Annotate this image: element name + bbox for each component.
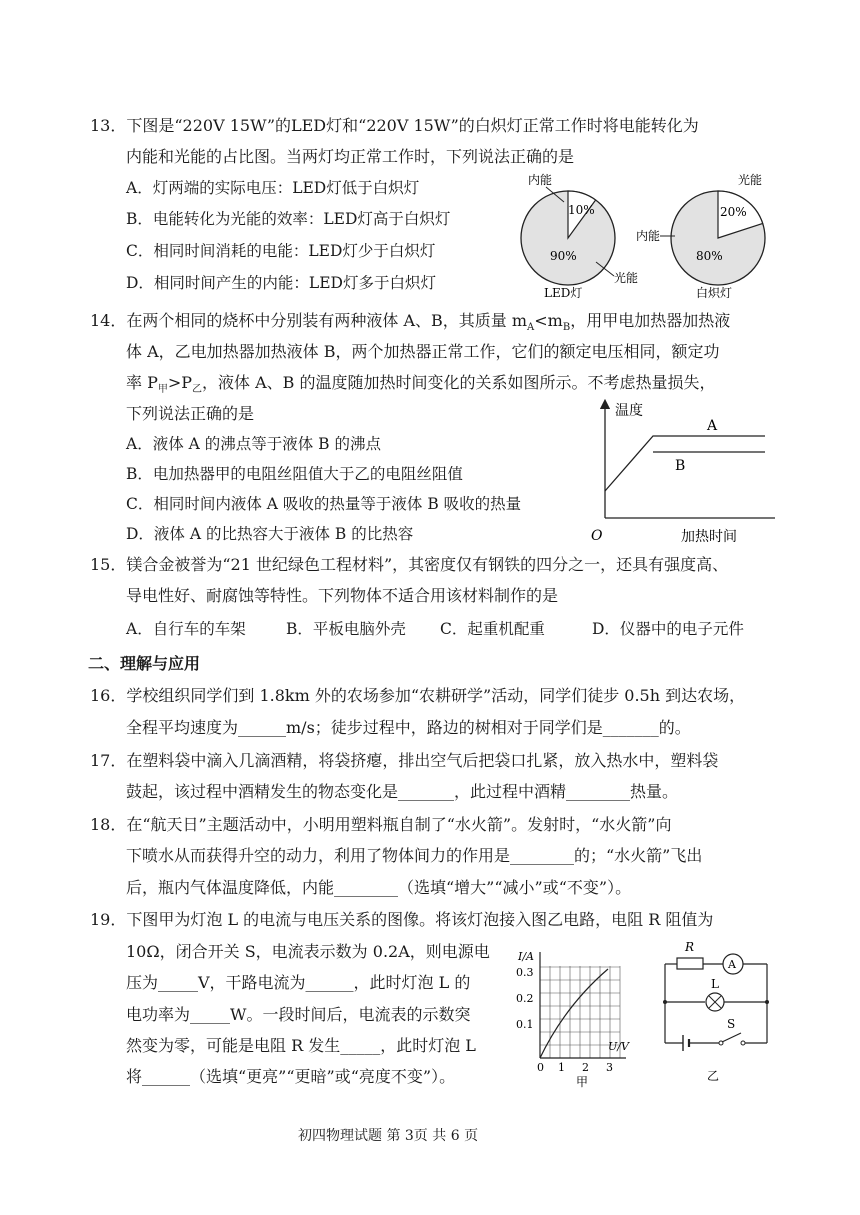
q16-line2: 全程平均速度为______m/s；徒步过程中，路边的树相对于同学们是_______的。	[126, 718, 691, 737]
q14-line3: 率 $P_甲>P_乙$，液体 A、B 的温度随加热时间变化的关系如图所示。不考虑热量损失，	[126, 373, 716, 396]
iv-caption: 甲	[576, 1075, 589, 1089]
inc-top-label: 光能	[738, 173, 763, 187]
led-top-label: 内能	[528, 173, 553, 187]
resistor-r	[677, 958, 703, 969]
led-side-label: 光能	[614, 271, 639, 285]
iv-xtick-3: 3	[606, 1061, 613, 1074]
q15-option-b: B．平板电脑外壳	[286, 620, 406, 638]
q18-line1: 18．在“航天日”主题活动中，小明用塑料瓶自制了“水火箭”。发射时，“水火箭”向	[90, 815, 672, 834]
inc-small-pct: 20%	[720, 205, 747, 219]
led-caption: LED灯	[544, 286, 583, 300]
q14-line4: 下列说法正确的是	[126, 404, 255, 423]
q19-line5: 然变为零，可能是电阻 R 发生_____，此时灯泡 L	[126, 1036, 476, 1055]
graph-origin: O	[591, 528, 603, 544]
q14-option-c: C．相同时间内液体 A 吸收的热量等于液体 B 吸收的热量	[126, 495, 522, 513]
q14-temperature-graph	[585, 396, 785, 546]
q13-line2: 内能和光能的占比图。当两灯均正常工作时，下列说法正确的是	[126, 147, 575, 166]
lamp-label: L	[711, 977, 719, 991]
section-heading: 二、理解与应用	[88, 654, 201, 673]
q13-option-d: D．相同时间产生的内能：LED灯多于白炽灯	[126, 274, 436, 292]
q13-option-c: C．相同时间消耗的电能：LED灯少于白炽灯	[126, 242, 436, 260]
q19-line4: 电功率为_____W。一段时间后，电流表的示数突	[126, 1005, 471, 1024]
resistor-label: R	[685, 940, 695, 954]
q19-line2: 10Ω，闭合开关 S，电流表示数为 0.2A，则电源电	[126, 942, 490, 961]
q13-option-b: B．电能转化为光能的效率：LED灯高于白炽灯	[126, 210, 451, 228]
iv-ytick-0: 0.3	[516, 966, 534, 979]
q15-option-c: C．起重机配重	[440, 620, 545, 638]
svg-text:A: A	[728, 958, 736, 971]
q19-circuit	[655, 938, 775, 1088]
q15-option-d: D．仪器中的电子元件	[592, 620, 744, 638]
q19-iv-graph	[510, 944, 630, 1089]
inc-caption: 白炽灯	[696, 286, 733, 300]
q15-line1: 15．镁合金被誉为“21 世纪绿色工程材料”，其密度仅有钢铁的四分之一，还具有强度高、	[90, 555, 729, 574]
line-b-label: B	[675, 458, 686, 474]
iv-xtick-0: 0	[537, 1061, 544, 1074]
iv-ytick-2: 0.1	[516, 1018, 534, 1031]
q19-line1: 19．下图甲为灯泡 L 的电流与电压关系的图像。将该灯泡接入图乙电路，电阻 R 阻值为	[90, 910, 714, 929]
iv-xtick-1: 1	[558, 1061, 565, 1074]
iv-xlabel: U/V	[608, 1040, 629, 1053]
switch-label: S	[727, 1017, 736, 1031]
q15-line2: 导电性好、耐腐蚀等特性。下列物体不适合用该材料制作的是	[126, 586, 559, 605]
iv-xtick-2: 2	[582, 1061, 589, 1074]
switch-s	[722, 1033, 741, 1042]
iv-ylabel: I/A	[518, 950, 534, 963]
page-footer: 初四物理试题 第 3页 共 6 页	[298, 1128, 479, 1144]
circuit-caption: 乙	[707, 1069, 720, 1083]
q18-line2: 下喷水从而获得升空的动力，利用了物体间力的作用是________的；“水火箭”飞出	[126, 846, 703, 865]
line-a-label: A	[707, 418, 718, 434]
q13-line1: 13．下图是“220V 15W”的LED灯和“220V 15W”的白炽灯正常工作时将电能转化为	[90, 116, 699, 135]
graph-ylabel: 温度	[615, 403, 643, 419]
led-big-pct: 90%	[550, 249, 577, 263]
q13-option-a: A．灯两端的实际电压：LED灯低于白炽灯	[126, 179, 420, 197]
q15-option-a: A．自行车的车架	[126, 620, 246, 638]
q16-line1: 16．学校组织同学们到 1.8km 外的农场参加“农耕研学”活动，同学们徒步 0.5h 到达农场，	[90, 686, 746, 705]
q14-line1: 14．在两个相同的烧杯中分别装有两种液体 A、B，其质量 $m_A<m_B$，用甲电加热器加热液	[90, 311, 731, 334]
q14-option-b: B．电加热器甲的电阻丝阻值大于乙的电阻丝阻值	[126, 465, 463, 483]
iv-ytick-1: 0.2	[516, 992, 534, 1005]
inc-side-label: 内能	[636, 229, 661, 243]
q13-pie-figure	[510, 168, 780, 303]
led-small-pct: 10%	[568, 203, 595, 217]
q17-line1: 17．在塑料袋中滴入几滴酒精，将袋挤瘪，排出空气后把袋口扎紧，放入热水中，塑料袋	[90, 751, 719, 770]
q14-line2: 体 A，乙电加热器加热液体 B，两个加热器正常工作，它们的额定电压相同，额定功	[126, 342, 720, 361]
inc-big-pct: 80%	[696, 249, 723, 263]
q19-line6: 将______（选填“更亮”“更暗”或“亮度不变”）。	[126, 1067, 456, 1086]
q18-line3: 后，瓶内气体温度降低，内能________（选填“增大”“减小”或“不变”）。	[126, 878, 632, 897]
q17-line2: 鼓起，该过程中酒精发生的物态变化是_______，此过程中酒精________热量。	[126, 782, 679, 801]
q19-line3: 压为_____V，干路电流为______，此时灯泡 L 的	[126, 973, 471, 992]
graph-xlabel: 加热时间	[681, 529, 737, 545]
q14-option-d: D．液体 A 的比热容大于液体 B 的比热容	[126, 525, 414, 543]
q14-option-a: A．液体 A 的沸点等于液体 B 的沸点	[126, 435, 381, 453]
